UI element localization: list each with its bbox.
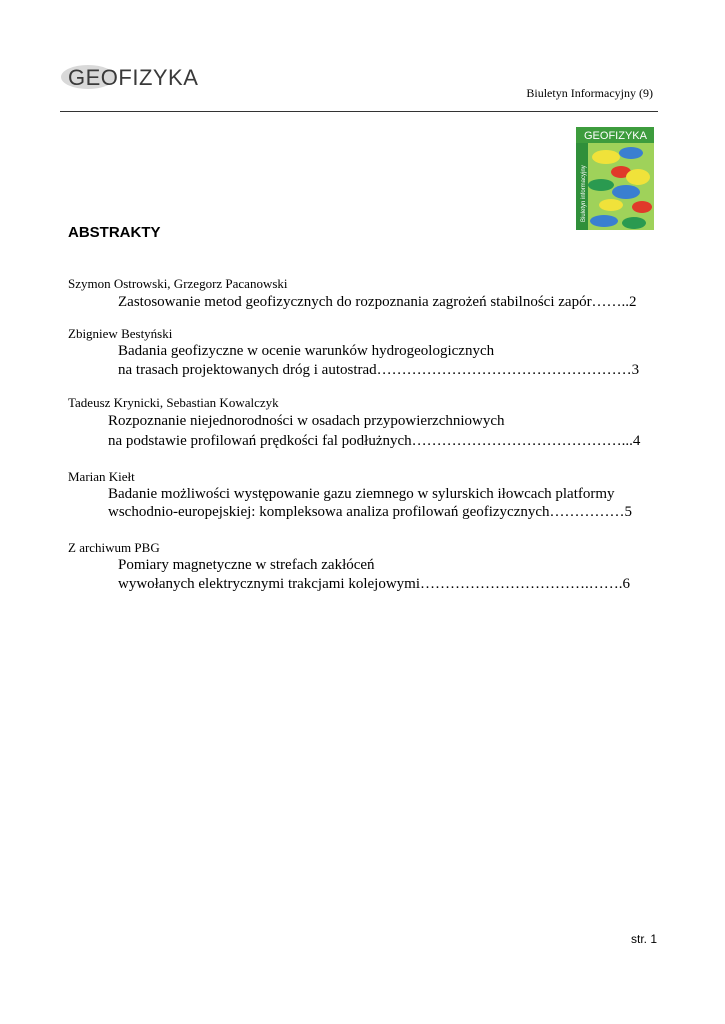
cover-thumbnail <box>576 127 654 230</box>
entry-title-line: wywołanych elektrycznymi trakcjami kolejowymi…………………………….…….6 <box>118 576 630 592</box>
entry-title-line: Badanie możliwości występowanie gazu ziemnego w sylurskich iłowcach platformy <box>108 486 615 502</box>
cover-spine-text: Biuletyn informacyjny <box>581 165 587 222</box>
cover-brand: GEOFIZYKA <box>584 130 647 142</box>
entry-title-line: wschodnio-europejskiej: kompleksowa analiza profilowań geofizycznych……………5 <box>108 504 633 520</box>
section-title: ABSTRAKTY <box>68 224 161 241</box>
entry-authors: Marian Kiełt <box>68 469 135 484</box>
page-number: str. 1 <box>630 932 657 946</box>
entry-title-line: Zastosowanie metod geofizycznych do rozpoznania zagrożeń stabilności zapór……..2 <box>118 294 637 310</box>
entry-title-line: Badania geofizyczne w ocenie warunków hydrogeologicznych <box>118 343 495 359</box>
entry-title-line: na trasach projektowanych dróg i autostrad……………………………………………3 <box>118 362 640 378</box>
entry-title-line: Rozpoznanie niejednorodności w osadach przypowierzchniowych <box>108 413 505 429</box>
entry-title-line: Pomiary magnetyczne w strefach zakłóceń <box>118 557 375 573</box>
header-divider <box>60 111 658 112</box>
entry-title-line: na podstawie profilowań prędkości fal podłużnych……………………………………...4 <box>108 433 641 449</box>
entry-authors: Zbigniew Bestyński <box>68 326 173 341</box>
entry-authors: Z archiwum PBG <box>68 540 160 555</box>
logo-text: GEOFIZYKA <box>68 65 199 90</box>
entry-authors: Szymon Ostrowski, Grzegorz Pacanowski <box>68 276 288 291</box>
entry-authors: Tadeusz Krynicki, Sebastian Kowalczyk <box>68 395 279 410</box>
geofizyka-logo <box>60 62 245 92</box>
publication-title: Biuletyn Informacyjny (9) <box>526 86 653 100</box>
